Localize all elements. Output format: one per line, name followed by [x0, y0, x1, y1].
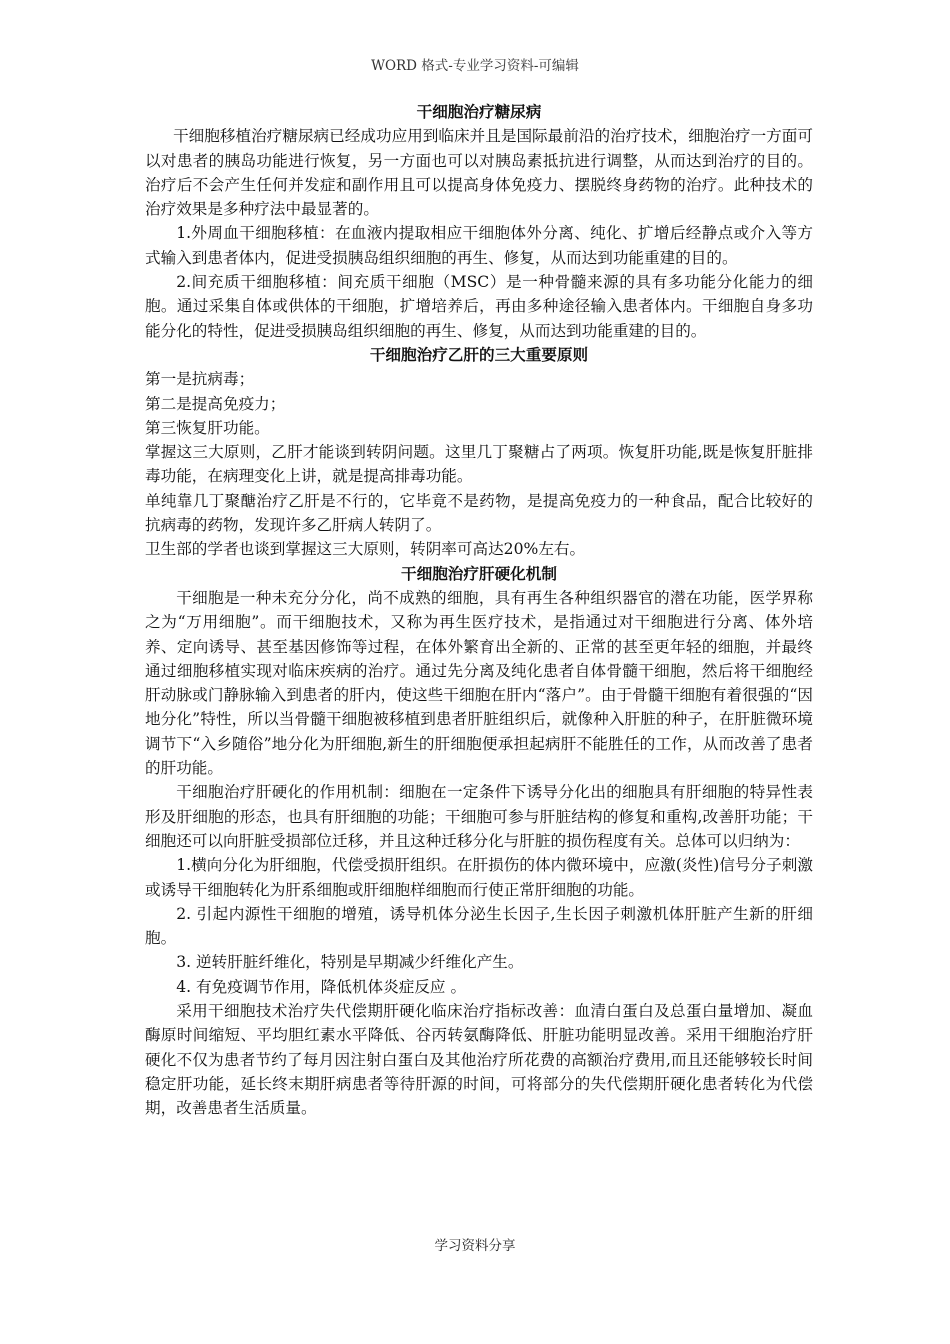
paragraph: 2.间充质干细胞移植：间充质干细胞（MSC）是一种骨髓来源的具有多功能分化能力的细胞。通过采集自体或供体的干细胞，扩增培养后，再由多种途径输入患者体内。干细胞自身多功能分化的特性，促进受损胰岛组织细胞的再生、修复，从而达到功能重建的目的。: [145, 273, 813, 340]
paragraph: 1.外周血干细胞移植：在血液内提取相应干细胞体外分离、纯化、扩增后经静点或介入等方式输入到患者体内，促进受损胰岛组织细胞的再生、修复，从而达到功能重建的目的。: [145, 224, 813, 267]
paragraph: 第三恢复肝功能。: [145, 418, 270, 437]
paragraph: 3. 逆转肝脏纤维化，特别是早期减少纤维化产生。: [176, 953, 524, 972]
paragraph: 1.横向分化为肝细胞，代偿受损肝组织。在肝损伤的体内微环境中，应激(炎性)信号分子刺激或诱导干细胞转化为肝系细胞或肝细胞样细胞而行使正常肝细胞的功能。: [145, 856, 813, 899]
section-diabetes: [145, 100, 813, 343]
document-body: [145, 100, 813, 1120]
paragraph: 4. 有免疫调节作用，降低机体炎症反应 。: [176, 977, 467, 996]
page-header: WORD 格式-专业学习资料-可编辑: [371, 58, 579, 74]
paragraph: 2. 引起内源性干细胞的增殖，诱导机体分泌生长因子,生长因子刺激机体肝脏产生新的肝细胞。: [145, 904, 813, 948]
paragraph: 干细胞移植治疗糖尿病已经成功应用到临床并且是国际最前沿的治疗技术，细胞治疗一方面可以对患者的胰岛功能进行恢复，另一方面也可以对胰岛素抵抗进行调整，从而达到治疗的目的。治疗后不会产生任何并发症和副作用且可以提高身体免疫力、摆脱终身药物的治疗。此种技术的治疗效果是多种疗法中最显著的。: [145, 127, 813, 219]
paragraph: 掌握这三大原则，乙肝才能谈到转阴问题。这里几丁聚糖占了两项。恢复肝功能,既是恢复肝脏排毒功能，在病理变化上讲，就是提高排毒功能。: [145, 443, 813, 486]
section-cirrhosis: [145, 562, 813, 1121]
paragraph: 卫生部的学者也谈到掌握这三大原则，转阴率可高达20%左右。: [145, 540, 586, 559]
paragraph: 干细胞治疗肝硬化的作用机制：细胞在一定条件下诱导分化出的细胞具有肝细胞的特异性表形及肝细胞的形态，也具有肝细胞的功能；干细胞可参与肝脏结构的修复和重构,改善肝功能；干细胞还可以向肝脏受损部位迁移，并且这种迁移分化与肝脏的损伤程度有关。总体可以归纳为：: [145, 783, 813, 850]
section-title: 干细胞治疗糖尿病: [416, 102, 542, 121]
paragraph: 单纯靠几丁聚醣治疗乙肝是不行的，它毕竟不是药物，是提高免疫力的一种食品，配合比较好的抗病毒的药物，发现许多乙肝病人转阴了。: [145, 491, 813, 535]
paragraph: 第二是提高免疫力；: [145, 394, 286, 413]
section-title: 干细胞治疗肝硬化机制: [401, 563, 557, 583]
section-title: 干细胞治疗乙肝的三大重要原则: [369, 344, 589, 364]
page-footer: 学习资料分享: [434, 1238, 516, 1254]
paragraph: 干细胞是一种未充分分化，尚不成熟的细胞，具有再生各种组织器官的潜在功能，医学界称之为“万用细胞”。而干细胞技术，又称为再生医疗技术，是指通过对干细胞进行分离、体外培养、定向诱导、甚至基因修饰等过程，在体外繁育出全新的、正常的甚至更年轻的细胞，并最终通过细胞移植实现对临床疾病的治疗。通过先分离及纯化患者自体骨髓干细胞，然后将干细胞经肝动脉或门静脉输入到患者的肝内，使这些干细胞在肝内“落户”。由于骨髓干细胞有着很强的“因地分化”特性，所以当骨髓干细胞被移植到患者肝脏组织后，就像种入肝脏的种子，在肝脏微环境调节下“入乡随俗”地分化为肝细胞,新生的肝细胞便承担起病肝不能胜任的工作，从而改善了患者的肝功能。: [145, 588, 813, 778]
paragraph: 采用干细胞技术治疗失代偿期肝硬化临床治疗指标改善：血清白蛋白及总蛋白量增加、凝血酶原时间缩短、平均胆红素水平降低、谷丙转氨酶降低、肝脏功能明显改善。采用干细胞治疗肝硬化不仅为患者节约了每月因注射白蛋白及其他治疗所花费的高额治疗费用,而且还能够较长时间稳定肝功能，延长终末期肝病患者等待肝源的时间，可将部分的失代偿期肝硬化患者转化为代偿期，改善患者生活质量。: [145, 1001, 813, 1118]
paragraph: 第一是抗病毒；: [145, 370, 255, 389]
section-hepatitis-b: [145, 343, 813, 562]
